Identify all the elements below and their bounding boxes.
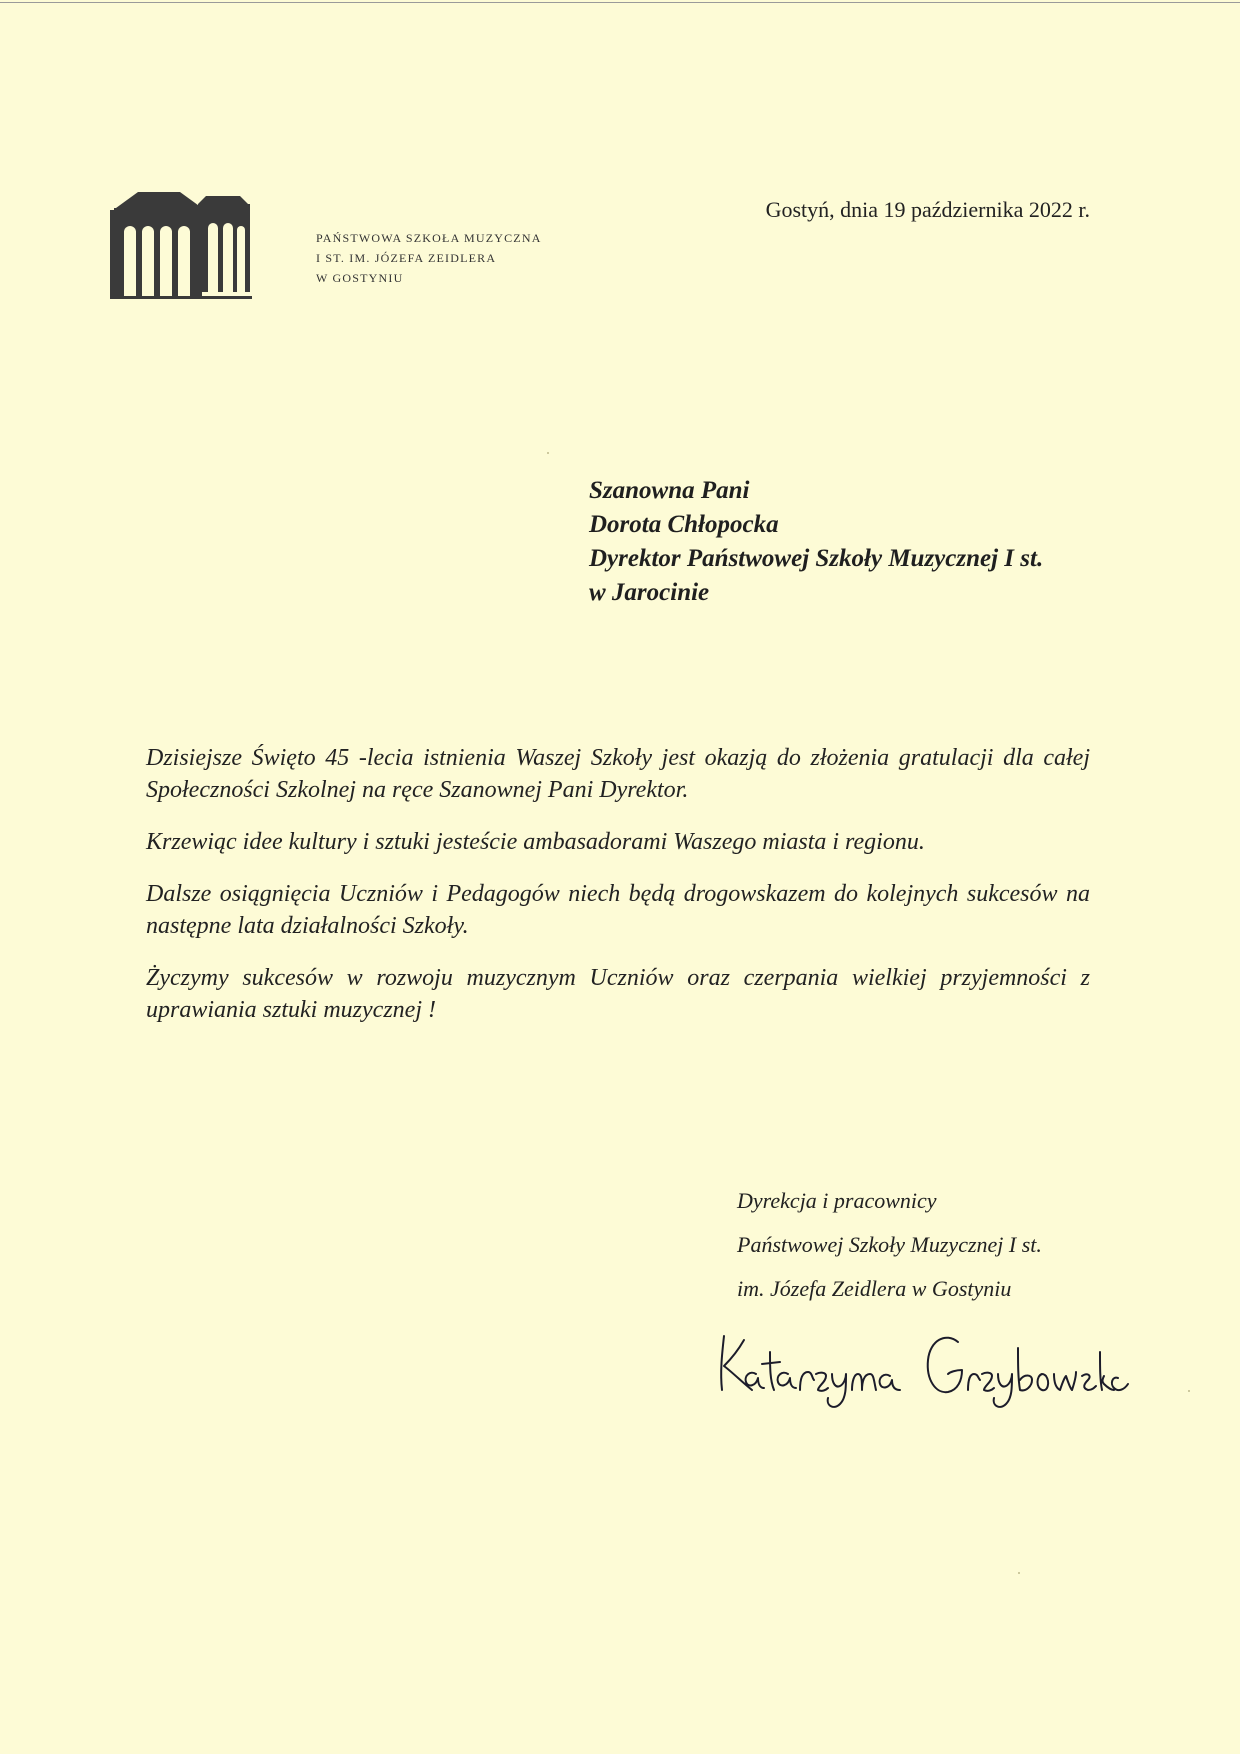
handwritten-signature: [712, 1318, 1132, 1418]
closing-line: im. Józefa Zeidlera w Gostyniu: [737, 1276, 1012, 1301]
recipient-block: [589, 474, 1043, 610]
school-name-line: PAŃSTWOWA SZKOŁA MUZYCZNA: [316, 231, 542, 245]
body-paragraph: Krzewiąc idee kultury i sztuki jesteście ambasadorami Waszego miasta i regionu.: [146, 829, 925, 855]
recipient-location: w Jarocinie: [589, 579, 710, 606]
body-paragraph: Życzymy sukcesów w rozwoju muzycznym Uczniów oraz czerpania wielkiej przyjemności z uprawiania sztuki muzycznej !: [146, 965, 1090, 1023]
school-building-logo-icon: [110, 192, 282, 300]
school-name-line: W GOSTYNIU: [316, 271, 404, 285]
closing-line: Dyrekcja i pracownicy: [737, 1188, 937, 1213]
closing-block: [737, 1179, 1042, 1311]
recipient-title: Dyrektor Państwowej Szkoły Muzycznej I st.: [589, 545, 1044, 572]
recipient-name: Dorota Chłopocka: [589, 511, 779, 538]
scan-speck: [1188, 1390, 1190, 1392]
scan-speck: [547, 452, 549, 454]
body-paragraph: Dzisiejsze Święto 45 -lecia istnienia Waszej Szkoły jest okazją do złożenia gratulacji dla całej Społeczności Szkolnej na ręce Szanownej Pani Dyrektor.: [146, 745, 1090, 803]
letter-body: [146, 742, 1090, 1046]
letter-date: Gostyń, dnia 19 października 2022 r.: [765, 197, 1090, 222]
scan-speck: [1018, 1572, 1020, 1574]
body-paragraph: Dalsze osiągnięcia Uczniów i Pedagogów niech będą drogowskazem do kolejnych sukcesów na następne lata działalności Szkoły.: [146, 881, 1090, 939]
closing-line: Państwowej Szkoły Muzycznej I st.: [737, 1232, 1042, 1257]
top-edge-line: [0, 2, 1240, 3]
school-name-block: [316, 228, 542, 288]
recipient-salutation: Szanowna Pani: [589, 477, 750, 504]
school-name-line: I ST. IM. JÓZEFA ZEIDLERA: [316, 251, 497, 265]
